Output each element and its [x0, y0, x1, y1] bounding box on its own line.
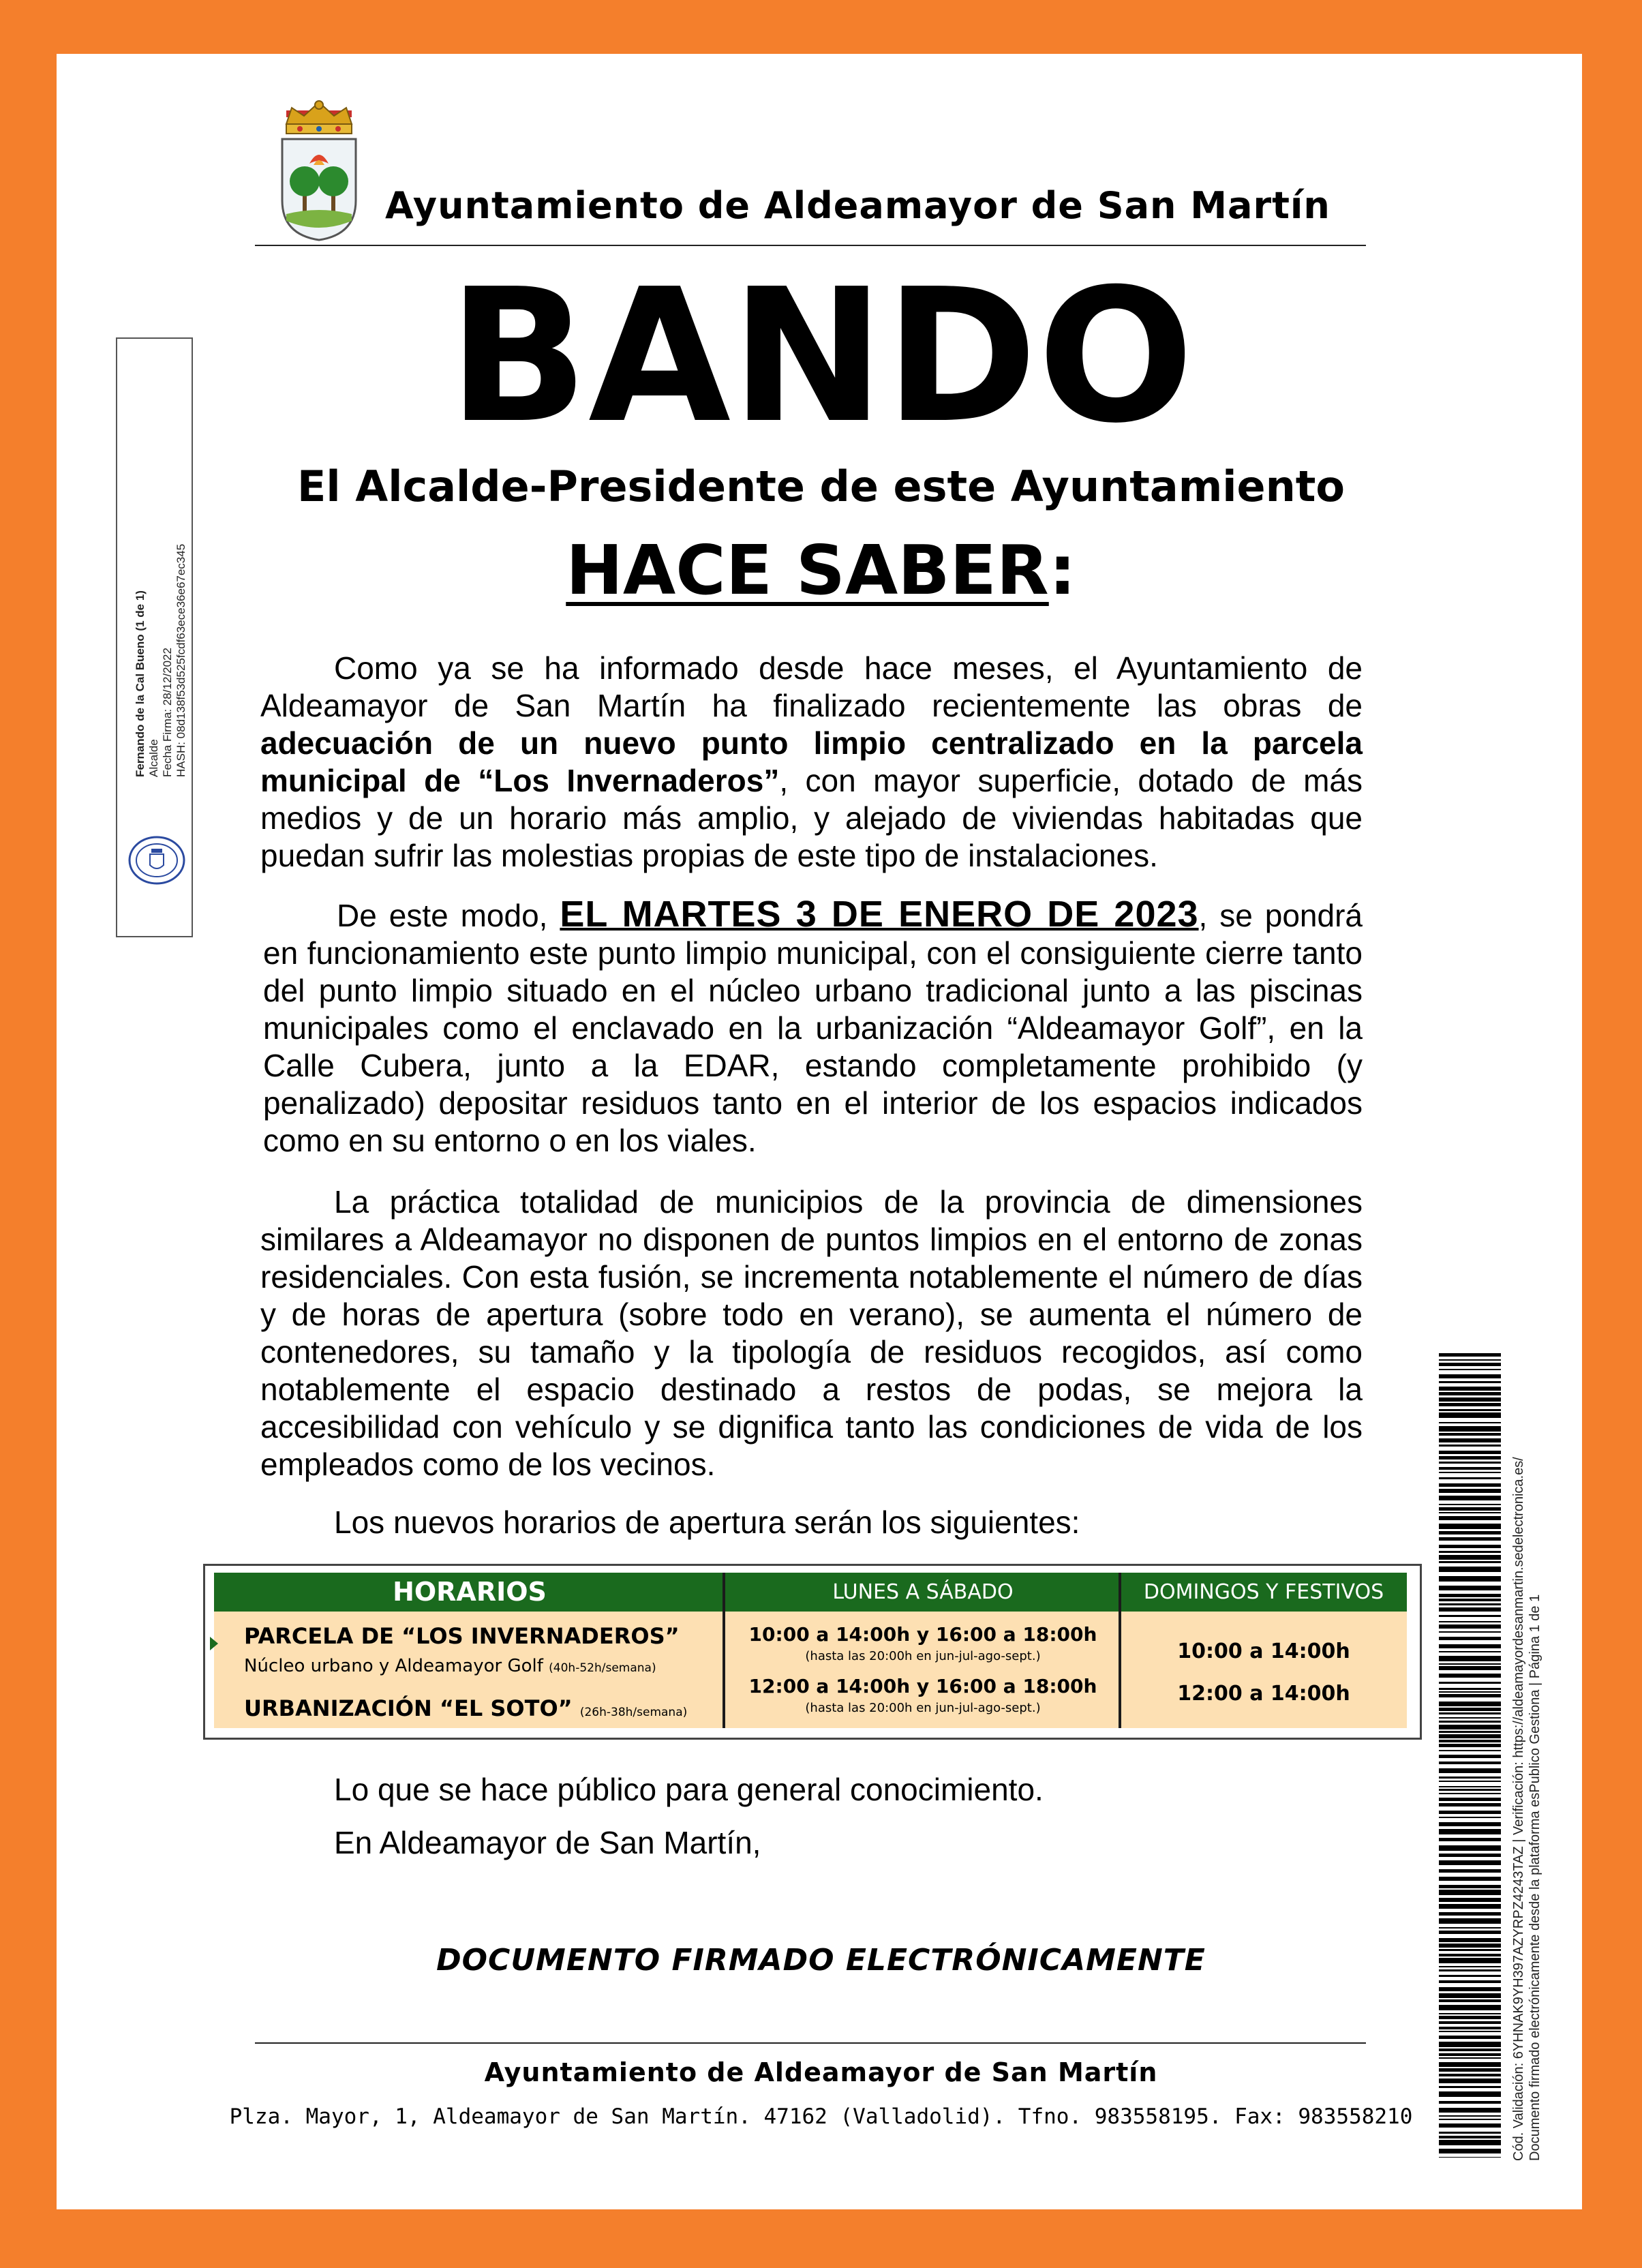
municipal-seal-icon: [127, 835, 187, 886]
row-pointer-icon: [210, 1637, 218, 1650]
schedule-table: [203, 1564, 1422, 1740]
header-horarios: HORARIOS: [393, 1577, 547, 1607]
announcement-heading: [0, 530, 1642, 610]
row-1-weekday-note: (hasta las 20:00h en jun-jul-ago-sept.): [805, 1649, 1041, 1663]
row-2-place: [244, 1695, 687, 1721]
signature-hash: HASH: 08d138f53d525fcdf63ece36e67ec345: [174, 543, 187, 777]
signature-signer: Fernando de la Cal Bueno (1 de 1): [134, 590, 147, 777]
row-1-subtitle: [244, 1656, 656, 1676]
header-lunes-sabado: LUNES A SÁBADO: [832, 1580, 1014, 1604]
row-1-sub: Núcleo urbano y Aldeamayor Golf: [244, 1656, 543, 1676]
row-1-hours: (40h-52h/semana): [549, 1661, 656, 1675]
closing-line-1: Lo que se hace público para general conocimiento.: [334, 1772, 1044, 1807]
announcement-text: HACE SABER: [566, 530, 1049, 610]
paragraph-3-text: La práctica totalidad de municipios de la provincia de dimensiones similares a Aldeamayor no disponen de puntos limpios en el entorno de zonas residenciales. Con esta fusión, se incrementa notablemente el número de días y de horas de apertura (sobre todo en verano), se aumenta el número de contenedores, su tamaño y la tipología de residuos recogidos, así como notablemente el espacio destinado a restos de podas, se mejora la accesibilidad con vehículo y se dignifica tanto las condiciones de vida de los empleados como de los vecinos.: [260, 1184, 1363, 1482]
document-subtitle: El Alcalde-Presidente de este Ayuntamiento: [297, 462, 1345, 511]
paragraph-2-text-a: De este modo,: [337, 898, 560, 933]
header-domingos-festivos: DOMINGOS Y FESTIVOS: [1143, 1580, 1384, 1604]
paragraph-1-text-a: Como ya se ha informado desde hace meses, el Ayuntamiento de Aldeamayor de San Martín ha finalizado recientemente las obras de: [260, 650, 1363, 723]
paragraph-1-text-b: , con mayor superficie, dotado de más medios y de un horario más amplio, y alejado de viviendas habitadas que puedan sufrir las molestias propias de este tipo de instalaciones.: [260, 763, 1363, 873]
signature-role: Alcalde: [147, 739, 160, 777]
paragraph-2-text-b: , se pondrá en funcionamiento este punto limpio municipal, con el consiguiente cierre tanto del punto limpio situado en el núcleo urbano tradicional junto a las piscinas municipales como el enclavado en la urbanización “Aldeamayor Golf”, en la Calle Cubera, junto a la EDAR, estando completamente prohibido (y penalizado) depositar residuos tanto en el interior de los espacios indicados como en su entorno o en los viales.: [263, 898, 1363, 1158]
barcode-icon: [1439, 1353, 1501, 2158]
footer-address: Plza. Mayor, 1, Aldeamayor de San Martín. 47162 (Valladolid). Tfno. 983558195. Fax: 983558210: [229, 2104, 1413, 2129]
row-2-hours: (26h-38h/semana): [579, 1706, 688, 1719]
row-1-place: PARCELA DE “LOS INVERNADEROS”: [244, 1623, 680, 1649]
row-1-weekday: 10:00 a 14:00h y 16:00 a 18:00h: [748, 1623, 1097, 1646]
validation-text: [1510, 1457, 1543, 2161]
opening-date: EL MARTES 3 DE ENERO DE 2023: [560, 894, 1199, 935]
row-2-weekend: 12:00 a 14:00h: [1177, 1682, 1350, 1706]
signature-date: Fecha Firma: 28/12/2022: [161, 648, 174, 777]
schedule-table-body: [214, 1573, 1407, 1728]
row-2-place-text: URBANIZACIÓN “EL SOTO”: [244, 1695, 573, 1721]
schedule-table-header: [214, 1573, 1407, 1612]
row-1-weekend: 10:00 a 14:00h: [1177, 1639, 1350, 1663]
paragraph-2: [263, 896, 1363, 1160]
announcement-colon: :: [1048, 530, 1076, 610]
paragraph-4: [260, 1504, 1363, 1541]
header-institution: Ayuntamiento de Aldeamayor de San Martín: [385, 184, 1331, 227]
row-2-weekday-note: (hasta las 20:00h en jun-jul-ago-sept.): [805, 1701, 1041, 1715]
validation-line-1: Cód. Validación: 6YHNAK9YH397AZYRPZ4243TAZ | Verificación: https://aldeamayordesanmartin.sedelectronica.es/: [1511, 1457, 1526, 2161]
paragraph-3: [260, 1183, 1363, 1483]
validation-line-2: Documento firmado electrónicamente desde la plataforma esPublico Gestiona | Página 1 de 1: [1527, 1594, 1542, 2161]
paragraph-1-bold: adecuación de un nuevo punto limpio centralizado en la parcela municipal de “Los Invernaderos”: [260, 725, 1363, 798]
paragraph-4-text: Los nuevos horarios de apertura serán los siguientes:: [334, 1505, 1080, 1540]
footer-institution: Ayuntamiento de Aldeamayor de San Martín: [484, 2057, 1158, 2087]
electronic-signature-note: DOCUMENTO FIRMADO ELECTRÓNICAMENTE: [436, 1943, 1206, 1978]
closing-line-2: En Aldeamayor de San Martín,: [334, 1825, 761, 1860]
footer-divider: [255, 2042, 1366, 2044]
municipal-coat-of-arms-icon: [277, 98, 361, 243]
header-divider: [255, 245, 1366, 246]
paragraph-1: [260, 650, 1363, 875]
document-title: BANDO: [448, 249, 1194, 464]
row-2-weekday: 12:00 a 14:00h y 16:00 a 18:00h: [748, 1675, 1097, 1697]
